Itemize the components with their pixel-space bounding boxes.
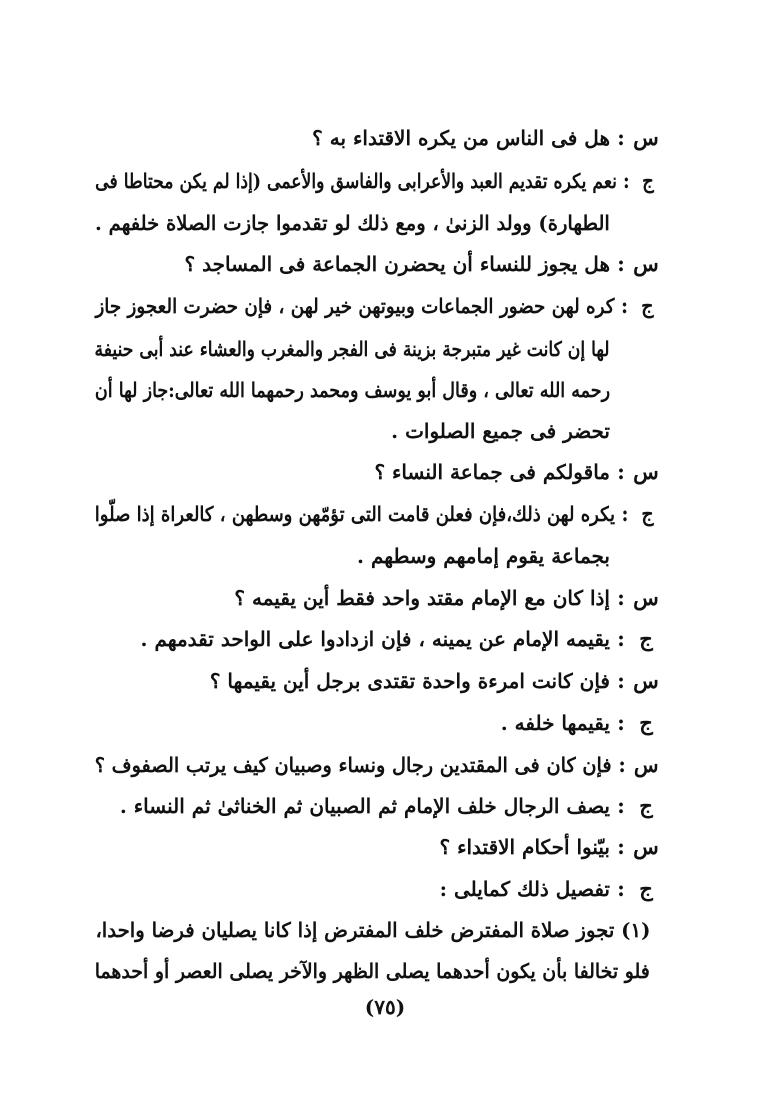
answer-text: يقيمه الإمام عن يمينه ، فإن ازدادوا على الواحد تقدمهم . xyxy=(140,627,610,651)
answer-line xyxy=(501,703,660,743)
answer-marker: ج xyxy=(639,876,653,901)
question-text: فإن كان فى المقتدين رجال ونساء وصبيان كيف يرتب الصفوف ؟ xyxy=(94,753,612,777)
answer-marker: ج xyxy=(639,710,653,735)
answer-text: يقيمها خلفه . xyxy=(500,711,610,735)
answer-text: يكره لهن ذلك،فإن فعلن قامت التى تؤمّهن وسطهن ، كالعراة إذا صلّوا xyxy=(94,502,615,526)
question-text: بيّنوا أحكام الاقتداء ؟ xyxy=(439,835,610,859)
question-text: إذا كان مع الإمام مقتد واحد فقط أين يقيمه ؟ xyxy=(234,586,610,610)
answer-continuation: لها إن كانت غير متبرجة بزينة فى الفجر والمغرب والعشاء عند أبى حنيفة xyxy=(94,337,610,361)
question-line xyxy=(210,661,660,701)
question-text: هل فى الناس من يكره الاقتداء به ؟ xyxy=(312,126,610,150)
colon: : xyxy=(621,501,629,526)
answer-continuation: بجماعة يقوم إمامهم وسطهم . xyxy=(357,544,610,568)
paragraph-line: (١) تجوز صلاة المفترض خلف المفترض إذا كانا يصليان فرضا واحدا، xyxy=(95,918,650,942)
answer-marker: ج xyxy=(640,293,654,318)
answer-line xyxy=(141,619,660,659)
answer-continuation: رحمه الله تعالى ، وقال أبو يوسف ومحمد رحمهما الله تعالى:جاز لها أن xyxy=(94,378,610,402)
colon: : xyxy=(617,793,625,818)
answer-continuation: تحضر فى جميع الصلوات . xyxy=(391,419,610,443)
colon: : xyxy=(618,752,627,777)
question-line xyxy=(312,118,660,158)
question-line xyxy=(440,827,661,867)
colon: : xyxy=(617,251,625,276)
colon: : xyxy=(617,834,625,859)
colon: : xyxy=(617,710,625,735)
paragraph-line: فلو تخالفا بأن يكون أحدهما يصلى الظهر والآخر يصلى العصر أو أحدهما xyxy=(94,959,650,983)
answer-line xyxy=(95,494,660,534)
answer-marker: ج xyxy=(642,168,654,193)
answer-line xyxy=(95,161,660,201)
question-marker: س xyxy=(633,251,659,276)
question-line xyxy=(185,244,660,284)
answer-marker: ج xyxy=(639,793,653,818)
answer-line xyxy=(95,286,660,326)
colon: : xyxy=(617,125,625,150)
answer-line xyxy=(440,869,660,909)
answer-text: تفصيل ذلك كمايلى : xyxy=(439,877,610,901)
question-marker: س xyxy=(633,834,659,859)
answer-marker: ج xyxy=(639,626,653,651)
question-text: ماقولكم فى جماعة النساء ؟ xyxy=(374,460,610,484)
colon: : xyxy=(617,626,625,651)
question-line xyxy=(234,578,660,618)
colon: : xyxy=(617,876,625,901)
colon: : xyxy=(623,168,630,193)
answer-continuation: الطهارة) وولد الزنىٰ ، ومع ذلك لو تقدموا جازت الصلاة خلفهم . xyxy=(95,211,610,235)
question-marker: س xyxy=(633,668,659,693)
answer-text: كره لهن حضور الجماعات وبيوتهن خير لهن ، فإن حضرت العجوز جاز xyxy=(95,294,615,318)
colon: : xyxy=(620,293,628,318)
answer-text: يصف الرجال خلف الإمام ثم الصبيان ثم الخناثىٰ ثم النساء . xyxy=(119,794,610,818)
answer-text: نعم يكره تقديم العبد والأعرابى والفاسق والأعمى (إذا لم يكن محتاطا فى xyxy=(95,169,617,193)
question-marker: س xyxy=(633,459,659,484)
colon: : xyxy=(617,585,625,610)
answer-line xyxy=(120,786,660,826)
answer-marker: ج xyxy=(641,501,654,526)
colon: : xyxy=(617,668,625,693)
page-number: (٧٥) xyxy=(364,995,406,1019)
colon: : xyxy=(617,459,625,484)
question-marker: س xyxy=(633,585,659,610)
question-text: هل يجوز للنساء أن يحضرن الجماعة فى المساجد ؟ xyxy=(184,252,610,276)
question-marker: س xyxy=(633,125,659,150)
question-line xyxy=(374,452,660,492)
question-line xyxy=(95,745,660,785)
question-text: فإن كانت امرءة واحدة تقتدى برجل أين يقيمها ؟ xyxy=(209,669,610,693)
question-marker: س xyxy=(634,752,659,777)
